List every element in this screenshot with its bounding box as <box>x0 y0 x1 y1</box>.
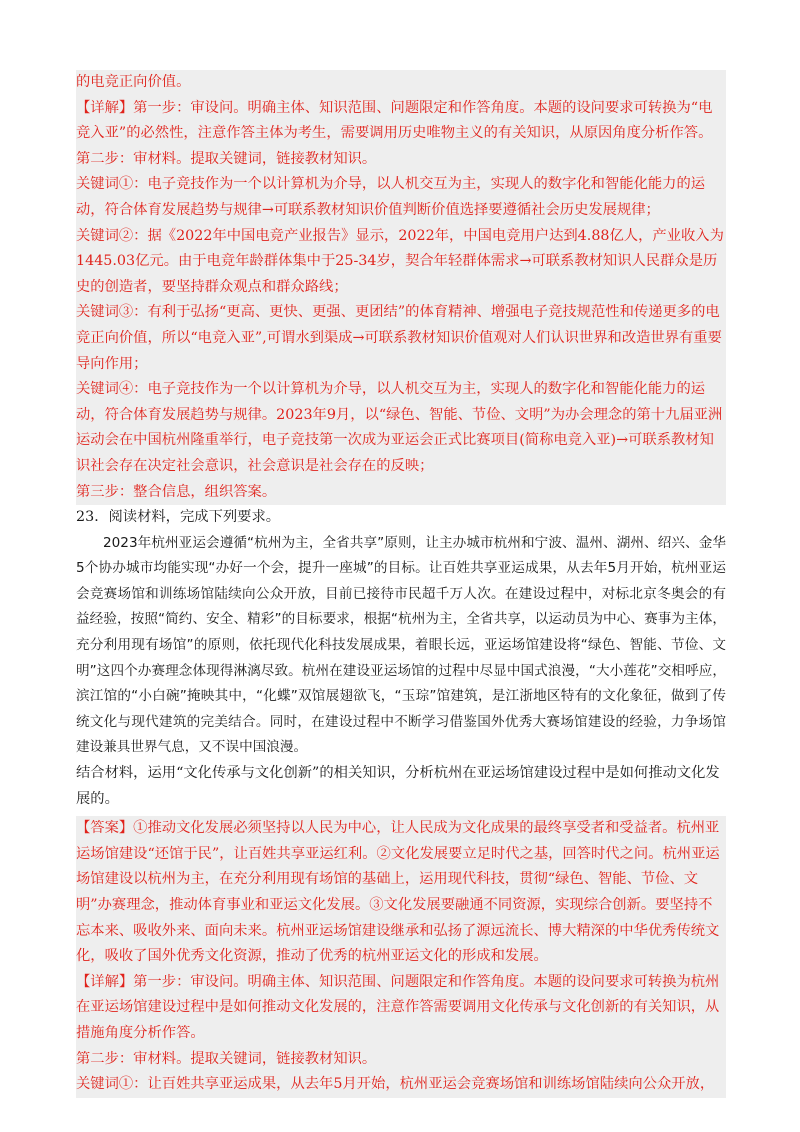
answer-block-q23 <box>76 816 726 1098</box>
explanation-block-q22 <box>76 70 726 505</box>
step-two: 第二步：审材料。提取关键词，链接教材知识。 <box>76 1050 377 1067</box>
keyword-2: 关键词②：据《2022年中国电竞产业报告》显示，2022年，中国电竞用户达到4.88亿人，产业收入为1445.03亿元。由于电竞年龄群体集中于25-34岁，契合年轻群体需求→可联系教材知识人民群众是历史的创造者，要坚持群众观点和群众路线； <box>76 227 724 295</box>
document-page <box>76 70 726 1098</box>
keyword-1: 关键词①：让百姓共享亚运成果，从去年5月开始，杭州亚运会竞赛场馆和训练场馆陆续向公众开放， <box>76 1076 715 1093</box>
keyword-1: 关键词①：电子竞技作为一个以计算机为介导，以人机交互为主，实现人的数字化和智能化能力的运动，符合体育发展趋势与规律→可联系教材知识价值判断价值选择要遵循社会历史发展规律； <box>76 176 706 218</box>
answer-paragraph: 【答案】①推动文化发展必须坚持以人民为中心，让人民成为文化成果的最终享受者和受益者。杭州亚运场馆建设“还馆于民”，让百姓共享亚运红利。②文化发展要立足时代之基，回答时代之问。杭州亚运场馆建设以杭州为主，在充分利用现有场馆的基础上，运用现代科技，贯彻“绿色、智能、节俭、文明”办赛理念，推动体育事业和亚运文化发展。③文化发展要融通不同资源，实现综合创新。要坚持不忘本来、吸收外来、面向未来。杭州亚运场馆建设继承和弘扬了源远流长、博大精深的中华优秀传统文化，吸收了国外优秀文化资源，推动了优秀的杭州亚运文化的形成和发展。 <box>76 820 720 965</box>
question-number: 23．阅读材料，完成下列要求。 <box>76 509 281 526</box>
detail-paragraph: 【详解】第一步：审设问。明确主体、知识范围、问题限定和作答角度。本题的设问要求可转换为“电竞入亚”的必然性，注意作答主体为考生，需要调用历史唯物主义的有关知识，从原因角度分析作答。 <box>76 99 713 142</box>
step-three: 第三步：整合信息，组织答案。 <box>76 483 277 500</box>
keyword-3: 关键词③：有利于弘扬“更高、更快、更强、更团结”的体育精神、增强电子竞技规范性和传递更多的电竞正向价值，所以“电竞入亚”,可谓水到渠成→可联系教材知识价值观对人们认识世界和改造世界有重要导向作用； <box>76 304 722 372</box>
material-paragraph: 2023年杭州亚运会遵循“杭州为主，全省共享”原则，让主办城市杭州和宁波、温州、湖州、绍兴、金华5个协办城市均能实现“办好一个会，提升一座城”的目标。让百姓共享亚运成果，从去年5月开始，杭州亚运会竞赛场馆和训练场馆陆续向公众开放，目前已接待市民超千万人次。在建设过程中，对标北京冬奥会的有益经验，按照“简约、安全、精彩”的目标要求，根据“杭州为主，全省共享，以运动员为中心、赛事为主体，充分利用现有场馆”的原则，依托现代化科技发展成果，着眼长远，亚运场馆建设将“绿色、智能、节俭、文明”这四个办赛理念体现得淋漓尽致。杭州在建设亚运场馆的过程中尽显中国式浪漫，“大小莲花”交相呼应，滨江馆的“小白碗”掩映其中，“化蝶”双馆展翅欲飞，“玉琮”馆建筑，是江浙地区特有的文化象征，做到了传统文化与现代建筑的完美结合。同时，在建设过程中不断学习借鉴国外优秀大赛场馆建设的经验，力争场馆建设兼具世界气息，又不误中国浪漫。 <box>76 534 726 756</box>
keyword-4: 关键词④：电子竞技作为一个以计算机为介导，以人机交互为主，实现人的数字化和智能化能力的运动，符合体育发展趋势与规律。2023年9月，以“绿色、智能、节俭、文明”为办会理念的第十九届亚洲运动会在中国杭州隆重举行，电子竞技第一次成为亚运会正式比赛项目(简称电竞入亚)→可联系教材知识社会存在决定社会意识，社会意识是社会存在的反映； <box>76 381 723 474</box>
step-two: 第二步：审材料。提取关键词，链接教材知识。 <box>76 150 377 167</box>
detail-paragraph: 【详解】第一步：审设问。明确主体、知识范围、问题限定和作答角度。本题的设问要求可转换为杭州在亚运场馆建设过程中是如何推动文化发展的，注意作答需要调用文化传承与文化创新的有关知识，从措施角度分析作答。 <box>76 973 720 1041</box>
question-prompt: 结合材料，运用“文化传承与文化创新”的相关知识，分析杭州在亚运场馆建设过程中是如何推动文化发展的。 <box>76 765 720 807</box>
text-line: 的电竞正向价值。 <box>76 74 191 90</box>
